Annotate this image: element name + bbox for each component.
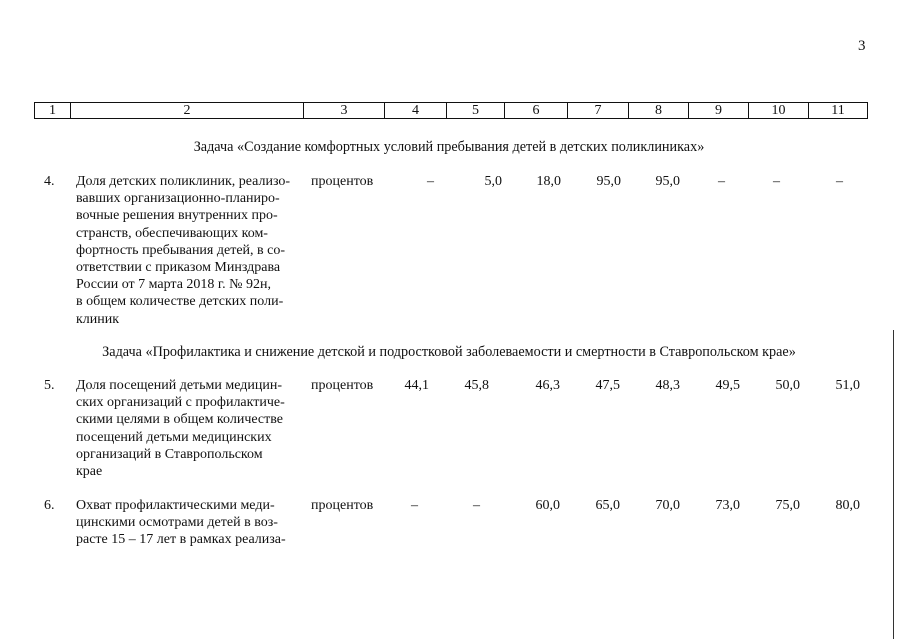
value-cell: – — [427, 174, 434, 189]
description-line: скими целями в общем количестве — [76, 412, 283, 428]
column-header-cell: 5 — [447, 103, 505, 119]
row-description — [76, 497, 303, 549]
value-cell: 47,5 — [595, 378, 620, 393]
column-header-cell: 1 — [35, 103, 71, 119]
value-cell: – — [411, 498, 418, 513]
value-cell: – — [718, 174, 725, 189]
description-line: посещений детьми медицинских — [76, 429, 272, 445]
column-header-cell: 7 — [568, 103, 629, 119]
value-cell: 60,0 — [535, 498, 560, 513]
description-line: в общем количестве детских поли- — [76, 294, 284, 310]
unit-cell: процентов — [311, 498, 374, 513]
row-description — [76, 377, 303, 480]
description-line: организаций в Ставропольском — [76, 446, 263, 462]
value-cell: 45,8 — [464, 378, 489, 393]
description-line: ответствии с приказом Минздрава — [76, 260, 281, 276]
value-cell: 49,5 — [715, 378, 740, 393]
description-line: фортность пребывания детей, в со- — [76, 242, 286, 258]
description-line: странств, обеспечивающих ком- — [76, 225, 268, 241]
value-cell: 75,0 — [775, 498, 800, 513]
section-title: Задача «Создание комфортных условий пребывания детей в детских поликлиниках» — [193, 139, 705, 155]
value-cell: 51,0 — [835, 378, 860, 393]
column-header-cell: 6 — [505, 103, 568, 119]
unit-cell: процентов — [311, 174, 374, 189]
value-cell: 48,3 — [655, 378, 680, 393]
description-line: клиник — [76, 311, 120, 327]
value-cell: 46,3 — [535, 378, 560, 393]
column-header-cell: 4 — [385, 103, 447, 119]
value-cell: 73,0 — [715, 498, 740, 513]
row-number: 4. — [44, 174, 55, 189]
column-header-cell: 10 — [749, 103, 809, 119]
page-number: 3 — [858, 38, 866, 54]
description-line: Доля посещений детьми медицин- — [76, 378, 283, 393]
value-cell: 44,1 — [404, 378, 429, 393]
value-cell: 65,0 — [595, 498, 620, 513]
description-line: цинскими осмотрами детей в воз- — [76, 515, 278, 531]
value-cell: 18,0 — [536, 174, 561, 189]
description-line: вочные решения внутренних про- — [76, 208, 278, 224]
row-description — [76, 173, 303, 328]
value-cell: – — [836, 174, 843, 189]
description-line: расте 15 – 17 лет в рамках реализа- — [76, 532, 286, 548]
description-line: ских организаций с профилактиче- — [76, 395, 285, 411]
column-header-cell: 9 — [689, 103, 749, 119]
value-cell: 50,0 — [775, 378, 800, 393]
section-title: Задача «Профилактика и снижение детской и подростковой заболеваемости и смертности в Ставропольском крае» — [102, 344, 796, 360]
column-header-cell: 11 — [809, 103, 868, 119]
unit-cell: процентов — [311, 378, 374, 393]
value-cell: 80,0 — [835, 498, 860, 513]
value-cell: 95,0 — [655, 174, 680, 189]
value-cell: 70,0 — [655, 498, 680, 513]
description-line: России от 7 марта 2018 г. № 92н, — [76, 277, 271, 293]
column-header-cell: 3 — [304, 103, 385, 119]
page-edge-line — [893, 330, 894, 639]
value-cell: – — [473, 498, 480, 513]
value-cell: 95,0 — [596, 174, 621, 189]
row-number: 6. — [44, 498, 55, 513]
description-line: вавших организационно-планиро- — [76, 191, 280, 207]
column-header-cell: 8 — [629, 103, 689, 119]
description-line: крае — [76, 464, 103, 480]
value-cell: 5,0 — [484, 174, 502, 189]
description-line: Доля детских поликлиник, реализо- — [76, 174, 291, 189]
row-number: 5. — [44, 378, 55, 393]
description-line: Охват профилактическими меди- — [76, 498, 275, 513]
value-cell: – — [773, 174, 780, 189]
column-header-cell: 2 — [71, 103, 304, 119]
column-number-header — [34, 102, 868, 119]
